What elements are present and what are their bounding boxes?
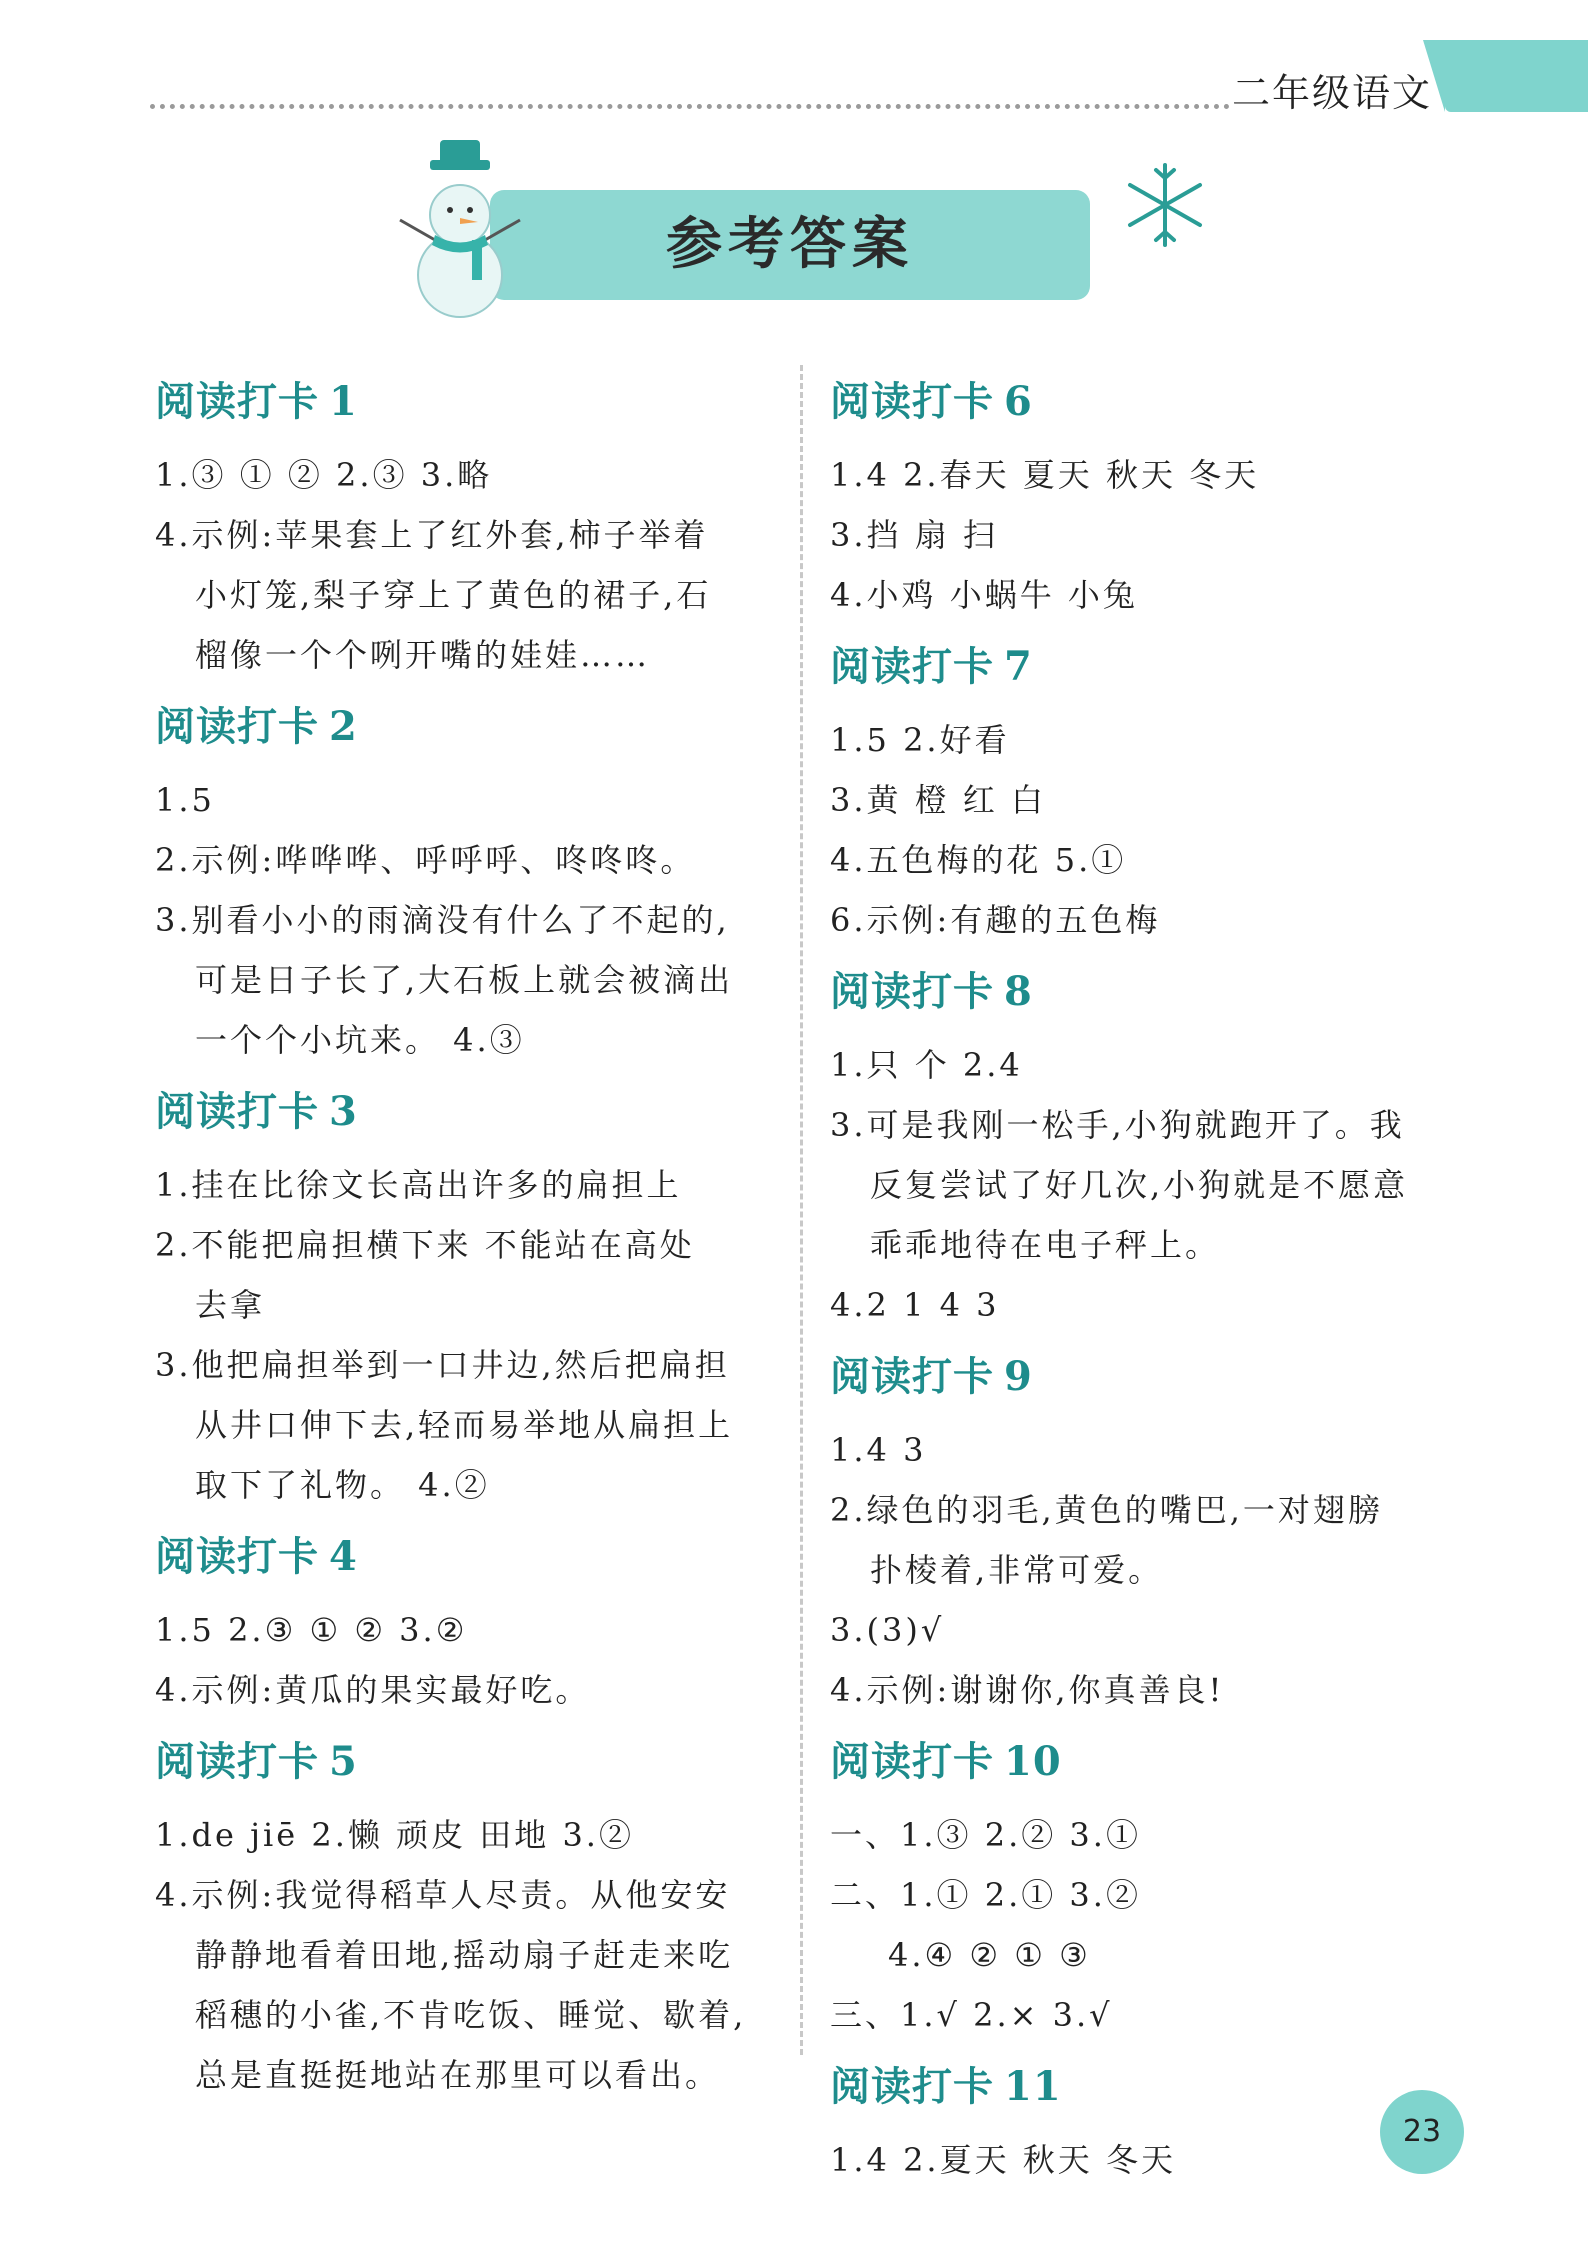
section-title: 阅读打卡 6 <box>830 378 1033 425</box>
answer-line: 2.不能把扁担横下来 不能站在高处 <box>155 1226 695 1264</box>
answer-line: 从井口伸下去,轻而易举地从扁担上 <box>195 1406 734 1444</box>
answer-line: 3.黄 橙 红 白 <box>830 781 1047 819</box>
answer-line: 1.只 个 2.4 <box>830 1046 1023 1084</box>
snowman-icon <box>380 140 540 320</box>
answer-line: 去拿 <box>195 1286 266 1324</box>
section-10 <box>830 1730 1470 2045</box>
answer-line: 小灯笼,梨子穿上了黄色的裙子,石 <box>195 576 712 614</box>
answer-line: 一个个小坑来。 4.③ <box>195 1021 525 1059</box>
column-divider <box>800 365 803 2055</box>
answer-line: 6.示例:有趣的五色梅 <box>830 901 1161 939</box>
answer-line: 4.④ ② ① ③ <box>888 1936 1091 1974</box>
answer-line: 1.5 <box>155 781 215 819</box>
answer-line: 4.示例:黄瓜的果实最好吃。 <box>155 1671 591 1709</box>
section-title: 阅读打卡 2 <box>155 703 358 750</box>
answer-line: 一、1.③ 2.② 3.① <box>830 1816 1141 1854</box>
section-title: 阅读打卡 10 <box>830 1738 1062 1785</box>
snowflake-icon <box>1120 160 1210 250</box>
left-column <box>155 360 780 2105</box>
answer-line: 1.挂在比徐文长高出许多的扁担上 <box>155 1166 682 1204</box>
section-8 <box>830 960 1470 1335</box>
answer-line: 反复尝试了好几次,小狗就是不愿意 <box>870 1166 1409 1204</box>
answer-line: 1.4 2.夏天 秋天 冬天 <box>830 2141 1176 2179</box>
answer-line: 三、1.√ 2.× 3.√ <box>830 1996 1113 2034</box>
answer-line: 可是日子长了,大石板上就会被滴出 <box>195 961 734 999</box>
answer-line: 4.五色梅的花 5.① <box>830 841 1127 879</box>
section-title: 阅读打卡 5 <box>155 1738 358 1785</box>
section-title: 阅读打卡 9 <box>830 1353 1033 1400</box>
section-title: 阅读打卡 8 <box>830 968 1033 1015</box>
right-column <box>830 360 1470 2190</box>
answer-line: 乖乖地待在电子秤上。 <box>870 1226 1221 1264</box>
section-5 <box>155 1730 780 2105</box>
answer-line: 2.绿色的羽毛,黄色的嘴巴,一对翅膀 <box>830 1491 1383 1529</box>
answer-line: 4.示例:谢谢你,你真善良! <box>830 1671 1225 1709</box>
answer-line: 二、1.① 2.① 3.② <box>830 1876 1141 1914</box>
answer-line: 1.de jiē 2.懒 顽皮 田地 3.② <box>155 1816 634 1854</box>
section-title: 阅读打卡 3 <box>155 1088 358 1135</box>
section-6 <box>830 370 1470 625</box>
answer-line: 3.别看小小的雨滴没有什么了不起的, <box>155 901 730 939</box>
answer-line: 扑棱着,非常可爱。 <box>870 1551 1164 1589</box>
page-header <box>0 0 1588 140</box>
header-tab <box>1445 40 1588 112</box>
answer-line: 1.4 2.春天 夏天 秋天 冬天 <box>830 456 1260 494</box>
banner-box <box>490 190 1090 300</box>
title-banner <box>380 140 1200 320</box>
answer-line: 3.他把扁担举到一口井边,然后把扁担 <box>155 1346 730 1384</box>
answer-line: 3.(3)√ <box>830 1611 945 1649</box>
answer-line: 1.③ ① ② 2.③ 3.略 <box>155 456 493 494</box>
answer-line: 稻穗的小雀,不肯吃饭、睡觉、歇着, <box>195 1996 747 2034</box>
dotted-rule <box>150 104 1230 109</box>
answer-line: 4.2 1 4 3 <box>830 1286 1000 1324</box>
page-number: 23 <box>1380 2090 1464 2174</box>
answer-line: 2.示例:哗哗哗、呼呼呼、咚咚咚。 <box>155 841 696 879</box>
answer-line: 静静地看着田地,摇动扇子赶走来吃 <box>195 1936 734 1974</box>
section-title: 阅读打卡 11 <box>830 2063 1062 2110</box>
section-title: 阅读打卡 1 <box>155 378 358 425</box>
section-4 <box>155 1525 780 1720</box>
answer-line: 1.5 2.③ ① ② 3.② <box>155 1611 468 1649</box>
section-7 <box>830 635 1470 950</box>
section-1 <box>155 370 780 685</box>
answer-line: 1.5 2.好看 <box>830 721 1010 759</box>
answer-line: 榴像一个个咧开嘴的娃娃…… <box>195 636 651 674</box>
page-title: 参考答案 <box>666 212 914 277</box>
grade-subject-label: 二年级语文 <box>1232 71 1433 115</box>
section-11 <box>830 2055 1470 2190</box>
section-title: 阅读打卡 7 <box>830 643 1033 690</box>
section-3 <box>155 1080 780 1515</box>
answer-line: 3.挡 扇 扫 <box>830 516 998 554</box>
answer-line: 取下了礼物。 4.② <box>195 1466 490 1504</box>
answer-line: 总是直挺挺地站在那里可以看出。 <box>195 2056 721 2094</box>
section-title: 阅读打卡 4 <box>155 1533 358 1580</box>
answer-line: 4.小鸡 小蜗牛 小兔 <box>830 576 1138 614</box>
section-9 <box>830 1345 1470 1720</box>
answer-line: 4.示例:苹果套上了红外套,柿子举着 <box>155 516 709 554</box>
answer-line: 1.4 3 <box>830 1431 927 1469</box>
answer-line: 4.示例:我觉得稻草人尽责。从他安安 <box>155 1876 731 1914</box>
section-2 <box>155 695 780 1070</box>
answer-line: 3.可是我刚一松手,小狗就跑开了。我 <box>830 1106 1405 1144</box>
